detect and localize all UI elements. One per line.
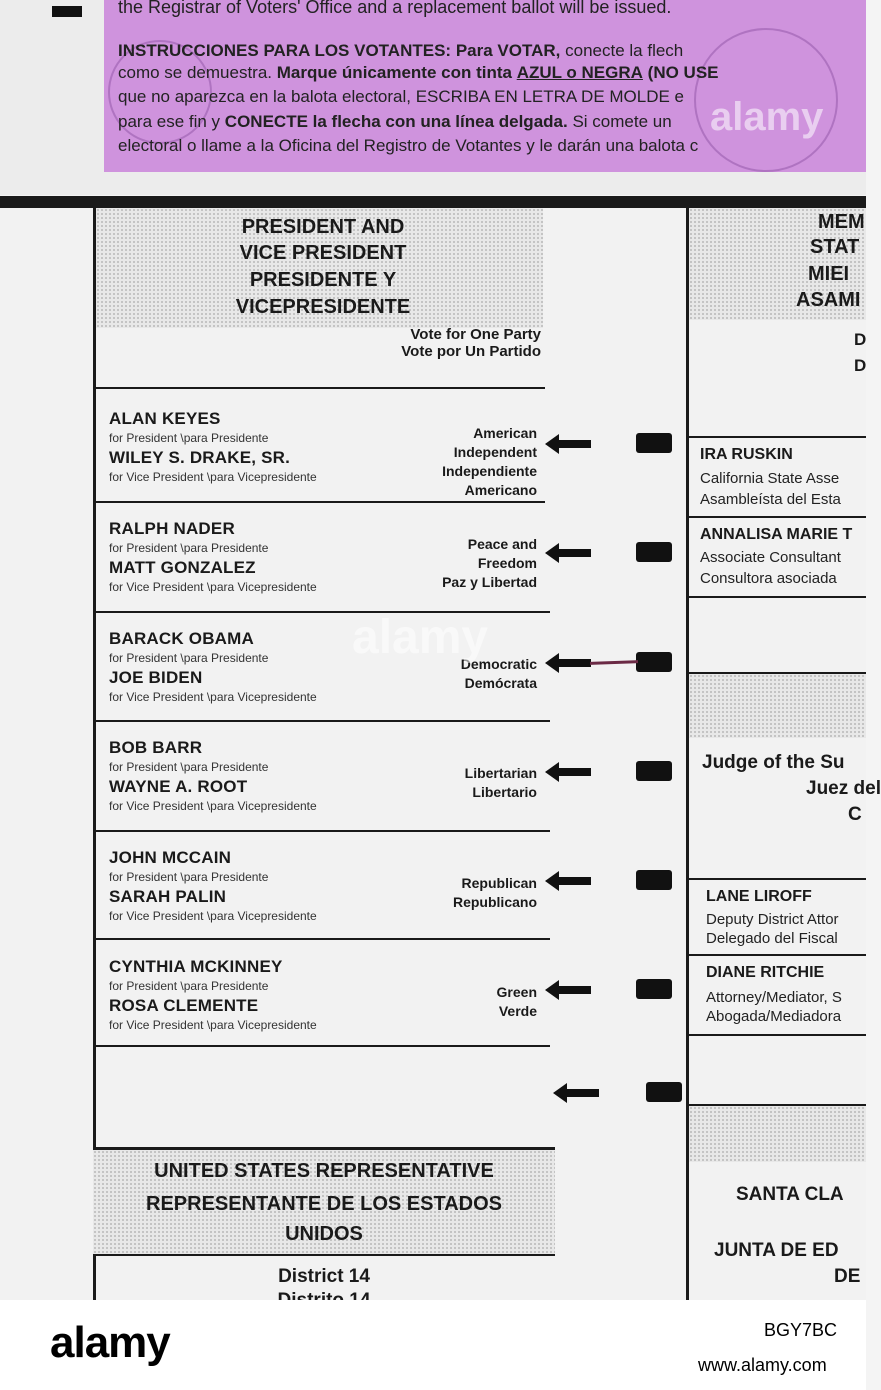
president-role-label: for President \para Presidente xyxy=(109,760,269,774)
vote-arrow-tail[interactable] xyxy=(636,433,672,453)
president-candidate-name: ALAN KEYES xyxy=(109,409,221,428)
party-label-line: Republican xyxy=(461,875,537,891)
candidate-occupation: Attorney/Mediator, S xyxy=(706,989,842,1006)
president-candidate-name: RALPH NADER xyxy=(109,519,235,538)
instruction-line-5: para ese fin y CONECTE la flecha con una línea delgada. Si comete un xyxy=(118,112,672,131)
candidate-name: LANE LIROFF xyxy=(706,888,812,905)
instruction-line-4: que no aparezca en la balota electoral, ESCRIBA EN LETRA DE MOLDE e xyxy=(118,87,685,106)
vote-arrow-head-icon xyxy=(545,978,591,1002)
vp-role-label: for Vice President \para Vicepresidente xyxy=(109,580,317,594)
instruction-line-6: electoral o llame a la Oficina del Registro de Votantes y le darán una balota c xyxy=(118,136,699,155)
vote-arrow-head-icon xyxy=(545,651,591,675)
party-label xyxy=(442,535,537,592)
stock-photo-footer xyxy=(0,1300,866,1390)
contest-title-line: UNITED STATES REPRESENTATIVE xyxy=(154,1160,494,1182)
row-divider xyxy=(96,387,545,389)
assembly-title-line: MEM xyxy=(818,211,865,233)
judge-title-line: C xyxy=(848,804,862,825)
party-label-line: Libertario xyxy=(472,784,537,800)
vp-candidate-name: JOE BIDEN xyxy=(109,668,203,687)
president-candidate-name: BOB BARR xyxy=(109,738,203,757)
vp-role-label: for Vice President \para Vicepresidente xyxy=(109,470,317,484)
candidate-name: ANNALISA MARIE T xyxy=(700,526,853,543)
president-candidate-name: CYNTHIA MCKINNEY xyxy=(109,957,283,976)
vote-arrow-tail[interactable] xyxy=(636,542,672,562)
vp-candidate-name: WILEY S. DRAKE, SR. xyxy=(109,448,291,467)
party-label-line: Democratic xyxy=(460,656,537,672)
alamy-logo: alamy xyxy=(50,1318,170,1367)
watermark: alamy xyxy=(352,611,489,664)
candidate-name: IRA RUSKIN xyxy=(700,446,793,463)
board-title-line: DE xyxy=(834,1266,861,1287)
contest-title-line: PRESIDENTE Y xyxy=(249,269,397,291)
board-title-line: JUNTA DE ED xyxy=(714,1240,839,1261)
district-label: D xyxy=(854,330,867,349)
instruction-line-2: INSTRUCCIONES PARA LOS VOTANTES: Para VOTAR, conecte la flech xyxy=(118,41,684,60)
candidate-occupation-es: Delegado del Fiscal xyxy=(706,930,838,947)
representative-contest xyxy=(93,1150,555,1300)
timing-mark xyxy=(52,6,82,17)
vote-for-instruction: Vote for One Party xyxy=(410,326,541,343)
vote-arrow-tail[interactable] xyxy=(636,761,672,781)
judge-contest-header xyxy=(689,674,866,738)
president-role-label: for President \para Presidente xyxy=(109,541,269,555)
contest-title-line: VICE PRESIDENT xyxy=(239,242,407,264)
vote-arrow-tail[interactable] xyxy=(636,979,672,999)
party-label-line: Republicano xyxy=(452,894,537,910)
row-divider xyxy=(96,720,550,722)
party-label xyxy=(497,983,537,1021)
party-label-line: Peace and xyxy=(467,536,537,552)
president-role-label: for President \para Presidente xyxy=(109,979,269,993)
assembly-title-line: ASAMI xyxy=(796,289,861,311)
board-title-line: SANTA CLA xyxy=(736,1184,844,1205)
column-border xyxy=(93,208,96,1150)
vote-arrow-head-icon xyxy=(545,869,591,893)
president-role-label: for President \para Presidente xyxy=(109,431,269,445)
vp-role-label: for Vice President \para Vicepresidente xyxy=(109,690,317,704)
image-id: BGY7BC xyxy=(764,1320,838,1340)
row-divider xyxy=(96,830,550,832)
district-label: District 14 xyxy=(278,1266,370,1287)
candidate-occupation: California State Asse xyxy=(700,470,840,487)
party-label xyxy=(465,764,537,802)
watermark: alamy xyxy=(710,95,824,139)
assembly-title-line: STAT xyxy=(810,236,860,258)
party-label xyxy=(442,424,537,500)
party-label-line: American xyxy=(473,425,537,441)
president-role-label: for President \para Presidente xyxy=(109,870,269,884)
judge-title-line: Juez del xyxy=(806,778,881,799)
vp-candidate-name: WAYNE A. ROOT xyxy=(109,777,248,796)
vote-arrow-head-icon xyxy=(545,541,591,565)
contest-title-line: PRESIDENT AND xyxy=(241,216,405,238)
site-url: www.alamy.com xyxy=(698,1355,827,1375)
candidate-occupation-es: Consultora asociada xyxy=(700,570,837,587)
party-label-line: Independent xyxy=(453,444,537,460)
president-candidate-name: BARACK OBAMA xyxy=(109,629,254,648)
vote-arrow-tail[interactable] xyxy=(636,870,672,890)
party-label-line: Americano xyxy=(464,482,537,498)
president-candidate-name: JOHN MCCAIN xyxy=(109,848,232,867)
board-contest-header xyxy=(689,1106,866,1162)
write-in-arrow-icon xyxy=(553,1081,599,1105)
district-label-es: D xyxy=(854,356,867,375)
candidate-occupation-es: Abogada/Mediadora xyxy=(706,1008,842,1025)
party-label-line: Verde xyxy=(498,1003,537,1019)
judge-title-line: Judge of the Su xyxy=(702,752,845,773)
write-in-arrow-tail[interactable] xyxy=(646,1082,682,1102)
vp-role-label: for Vice President \para Vicepresidente xyxy=(109,909,317,923)
contest-title-line: VICEPRESIDENTE xyxy=(235,296,411,318)
candidate-occupation: Associate Consultant xyxy=(700,549,841,566)
assembly-title-line: MIEI xyxy=(808,263,850,285)
contest-title-line: UNIDOS xyxy=(285,1223,363,1245)
party-label-line: Independiente xyxy=(442,463,537,479)
president-contest xyxy=(93,208,553,1150)
vote-arrow-head-icon xyxy=(545,432,591,456)
vote-arrow-tail[interactable] xyxy=(636,652,672,672)
vote-for-instruction-es: Vote por Un Partido xyxy=(401,343,541,360)
row-divider xyxy=(96,938,550,940)
vp-candidate-name: SARAH PALIN xyxy=(109,887,227,906)
party-label-line: Libertarian xyxy=(464,765,537,781)
section-divider xyxy=(0,196,866,208)
row-divider xyxy=(689,954,866,956)
vp-role-label: for Vice President \para Vicepresidente xyxy=(109,1018,317,1032)
row-divider xyxy=(689,596,866,598)
vp-candidate-name: ROSA CLEMENTE xyxy=(109,996,259,1015)
row-divider xyxy=(689,516,866,518)
party-label-line: Paz y Libertad xyxy=(442,574,537,590)
party-label xyxy=(453,874,537,912)
row-divider xyxy=(689,878,866,880)
right-contests-column xyxy=(686,208,881,1300)
president-role-label: for President \para Presidente xyxy=(109,651,269,665)
row-divider xyxy=(93,1254,555,1256)
vp-candidate-name: MATT GONZALEZ xyxy=(109,558,256,577)
instruction-line-1: the Registrar of Voters' Office and a replacement ballot will be issued. xyxy=(118,0,672,17)
vote-arrow-head-icon xyxy=(545,760,591,784)
row-divider xyxy=(96,501,545,503)
row-divider xyxy=(689,436,866,438)
party-label-line: Demócrata xyxy=(464,675,537,691)
vp-role-label: for Vice President \para Vicepresidente xyxy=(109,799,317,813)
instruction-line-3: como se demuestra. Marque únicamente con tinta AZUL o NEGRA (NO USE xyxy=(118,63,719,82)
spanish-instructions-panel xyxy=(104,0,866,172)
contest-title-line: REPRESENTANTE DE LOS ESTADOS xyxy=(146,1193,502,1215)
candidate-name: DIANE RITCHIE xyxy=(706,964,825,981)
party-label-line: Green xyxy=(496,984,537,1000)
row-divider xyxy=(96,1045,550,1047)
candidate-occupation: Deputy District Attor xyxy=(706,911,839,928)
candidate-occupation-es: Asambleísta del Esta xyxy=(700,491,841,508)
row-divider xyxy=(689,1034,866,1036)
party-label-line: Freedom xyxy=(477,555,537,571)
